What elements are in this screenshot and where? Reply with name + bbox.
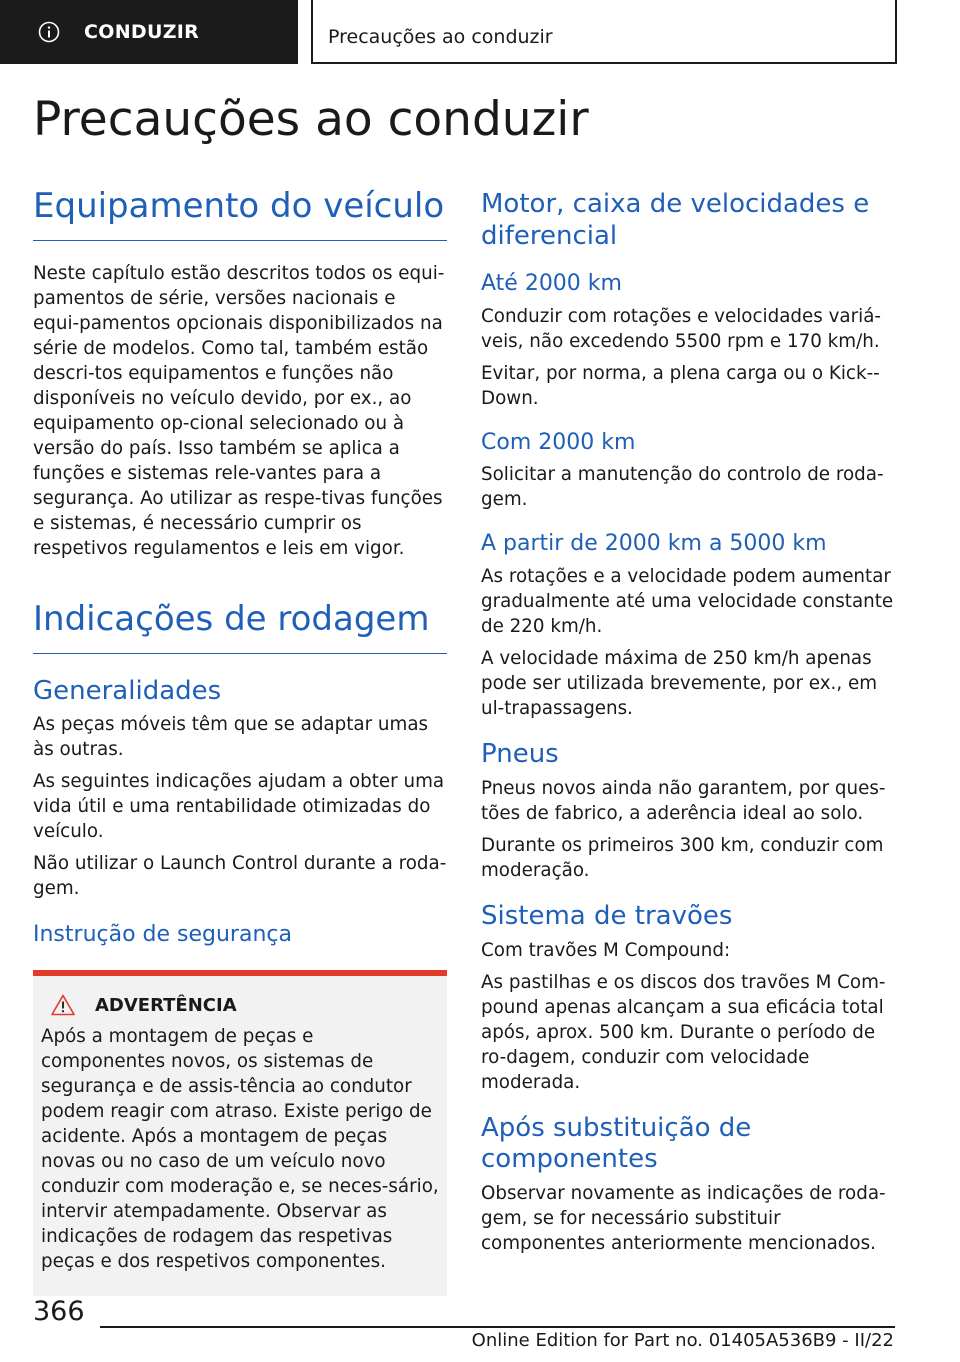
heading-at-2000: Com 2000 km (481, 429, 636, 455)
warning-triangle-icon (51, 994, 75, 1016)
paragraph-after-replacement: Observar novamente as indicações de roda-gem, se for necessário substituir componentes anteriormente mencionados. (481, 1183, 886, 1255)
heading-2000-5000: A partir de 2000 km a 5000 km (481, 531, 827, 556)
warning-box (33, 970, 447, 1296)
right-column (481, 184, 895, 1256)
section-tab[interactable] (0, 0, 298, 64)
heading-tyres: Pneus (481, 738, 559, 769)
warning-title: ADVERTÊNCIA (95, 994, 237, 1016)
info-icon (38, 21, 60, 43)
paragraph-tyres-2: Durante os primeiros 300 km, conduzir com moderação. (481, 834, 884, 881)
paragraph-general-1: As peças móveis têm que se adaptar umas às outras. (33, 713, 429, 760)
heading-brakes: Sistema de travões (481, 900, 733, 931)
page-number: 366 (33, 1296, 85, 1327)
paragraph-at-2000: Solicitar a manutenção do controlo de roda-gem. (481, 464, 884, 510)
edition-note: Online Edition for Part no. 01405A536B9 - II/22 (471, 1330, 894, 1351)
chapter-label: Precauções ao conduzir (328, 26, 553, 48)
left-column (33, 184, 447, 1296)
heading-general: Generalidades (33, 676, 222, 707)
heading-equipment: Equipamento do veículo (33, 184, 447, 241)
paragraph-tyres-1: Pneus novos ainda não garantem, por ques-tões de fabrico, a aderência ideal ao solo. (481, 777, 886, 824)
footer-divider (100, 1326, 895, 1328)
warning-header (51, 994, 439, 1016)
heading-after-replacement: Após substituição de componentes (481, 1112, 752, 1175)
heading-motor: Motor, caixa de velocidades e diferencial (481, 189, 870, 251)
paragraph-until-2000-1: Conduzir com rotações e velocidades variá-veis, não excedendo 5500 rpm e 170 km/h. (481, 305, 882, 352)
page-title: Precauções ao conduzir (33, 92, 589, 147)
heading-running-in: Indicações de rodagem (33, 597, 447, 654)
paragraph-until-2000-2: Evitar, por norma, a plena carga ou o Kick--Down. (481, 362, 880, 409)
warning-text: Após a montagem de peças e componentes novos, os sistemas de segurança e de assis-tência ao condutor podem reagir com atraso. Existe perigo de acidente. Após a montagem de peças novas ou no caso de um veículo novo conduzir com moderação e, se neces-sário, intervir atempadamente. Observar as indicações de rodagem das respetivas peças e dos respetivos componentes. (41, 1026, 439, 1273)
heading-safety: Instrução de segurança (33, 921, 292, 947)
paragraph-general-2: As seguintes indicações ajudam a obter uma vida útil e uma rentabilidade otimizadas do veículo. (33, 770, 445, 842)
paragraph-brakes-1: Com travões M Compound: (481, 939, 731, 961)
paragraph-2000-5000-2: A velocidade máxima de 250 km/h apenas pode ser utilizada brevemente, por ex., em ul-trapassagens. (481, 647, 878, 719)
paragraph-general-3: Não utilizar o Launch Control durante a roda-gem. (33, 852, 447, 899)
heading-until-2000: Até 2000 km (481, 271, 622, 296)
paragraph-2000-5000-1: As rotações e a velocidade podem aumentar gradualmente até uma velocidade constante de 220 km/h. (481, 565, 894, 637)
chapter-header (311, 0, 897, 64)
section-label: CONDUZIR (84, 21, 200, 43)
paragraph-brakes-2: As pastilhas e os discos dos travões M Com-pound apenas alcançam a sua eficácia total após, aprox. 500 km. Durante o período de ro-dagem, conduzir com velocidade moderada. (481, 971, 886, 1093)
paragraph-equipment: Neste capítulo estão descritos todos os equi-pamentos de série, versões nacionais e equi-pamentos opcionais disponibilizados na série de modelos. Como tal, também estão descri-tos equipamentos e funções não disponíveis no veículo devido, por ex., ao equipamento op-cional selecionado ou à versão do país. Isso também se aplica a funções e sistemas rele-vantes para a segurança. Ao utilizar as respe-tivas funções e sistemas, é necessário cumprir os respetivos regulamentos e leis em vigor. (33, 263, 445, 560)
